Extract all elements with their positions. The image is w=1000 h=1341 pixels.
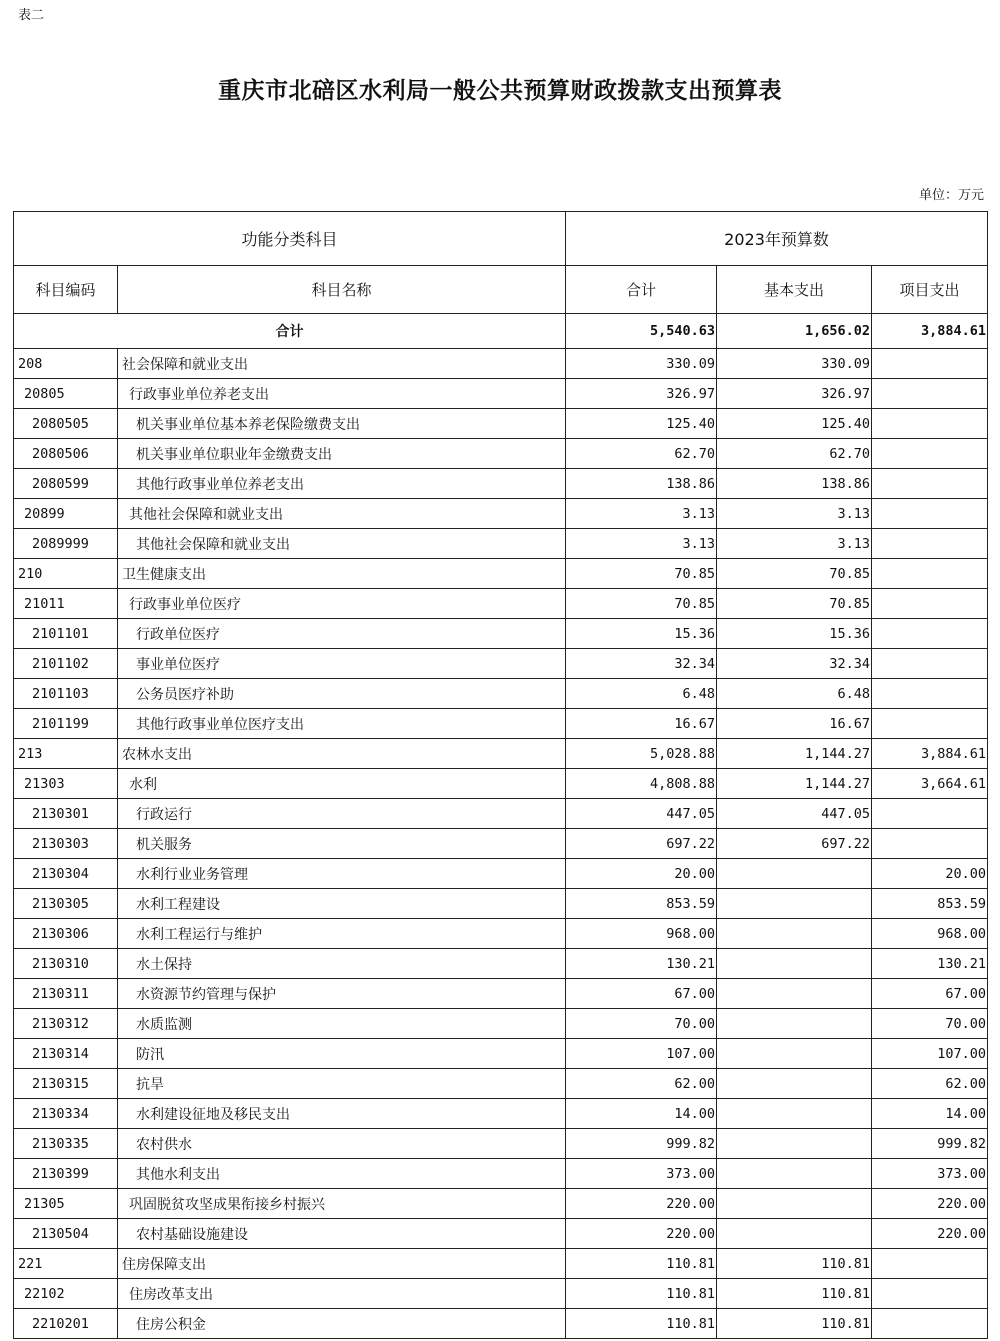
row-code: 221 — [14, 1249, 118, 1279]
row-code: 2130334 — [14, 1099, 118, 1129]
row-total: 447.05 — [566, 799, 717, 829]
row-code: 2130399 — [14, 1159, 118, 1189]
row-total: 14.00 — [566, 1099, 717, 1129]
row-code: 2101102 — [14, 649, 118, 679]
row-code: 2130504 — [14, 1219, 118, 1249]
row-name: 住房保障支出 — [118, 1249, 566, 1279]
row-basic — [717, 949, 872, 979]
row-basic — [717, 1129, 872, 1159]
table-row — [14, 649, 988, 679]
row-name: 其他社会保障和就业支出 — [118, 529, 566, 559]
table-row — [14, 529, 988, 559]
row-total: 5,028.88 — [566, 739, 717, 769]
row-project — [872, 589, 988, 619]
budget-table — [13, 211, 988, 1339]
row-basic — [717, 1189, 872, 1219]
row-basic — [717, 1009, 872, 1039]
row-name: 水利 — [118, 769, 566, 799]
table-row — [14, 1309, 988, 1339]
row-code: 21303 — [14, 769, 118, 799]
row-basic — [717, 979, 872, 1009]
header-total: 合计 — [566, 266, 717, 314]
header-function-category: 功能分类科目 — [14, 212, 566, 266]
row-project — [872, 1279, 988, 1309]
table-row — [14, 679, 988, 709]
row-code: 2101103 — [14, 679, 118, 709]
row-total: 220.00 — [566, 1219, 717, 1249]
row-code: 2130335 — [14, 1129, 118, 1159]
row-total: 70.85 — [566, 559, 717, 589]
row-project — [872, 1249, 988, 1279]
row-code: 2130306 — [14, 919, 118, 949]
table-row — [14, 1219, 988, 1249]
row-code: 2130304 — [14, 859, 118, 889]
row-code: 213 — [14, 739, 118, 769]
row-basic: 15.36 — [717, 619, 872, 649]
row-total: 130.21 — [566, 949, 717, 979]
row-total: 373.00 — [566, 1159, 717, 1189]
row-code: 2130305 — [14, 889, 118, 919]
row-name: 机关服务 — [118, 829, 566, 859]
table-row — [14, 349, 988, 379]
table-row — [14, 799, 988, 829]
table-row — [14, 1039, 988, 1069]
row-project: 220.00 — [872, 1189, 988, 1219]
header-project: 项目支出 — [872, 266, 988, 314]
row-name: 水质监测 — [118, 1009, 566, 1039]
header-row-group — [14, 212, 988, 266]
row-code: 208 — [14, 349, 118, 379]
row-name: 卫生健康支出 — [118, 559, 566, 589]
row-name: 水利工程运行与维护 — [118, 919, 566, 949]
row-name: 其他行政事业单位养老支出 — [118, 469, 566, 499]
row-basic — [717, 1069, 872, 1099]
total-sum: 5,540.63 — [566, 314, 717, 349]
table-row — [14, 499, 988, 529]
row-total: 4,808.88 — [566, 769, 717, 799]
row-basic: 70.85 — [717, 559, 872, 589]
row-name: 机关事业单位职业年金缴费支出 — [118, 439, 566, 469]
row-name: 防汛 — [118, 1039, 566, 1069]
header-budget-year: 2023年预算数 — [566, 212, 988, 266]
row-basic: 330.09 — [717, 349, 872, 379]
row-name: 农林水支出 — [118, 739, 566, 769]
row-total: 853.59 — [566, 889, 717, 919]
row-name: 行政运行 — [118, 799, 566, 829]
row-total: 110.81 — [566, 1279, 717, 1309]
table-row — [14, 1189, 988, 1219]
table-row — [14, 1159, 988, 1189]
row-project — [872, 499, 988, 529]
row-total: 15.36 — [566, 619, 717, 649]
row-total: 138.86 — [566, 469, 717, 499]
total-label: 合计 — [14, 314, 566, 349]
row-name: 水土保持 — [118, 949, 566, 979]
table-row — [14, 589, 988, 619]
row-project — [872, 619, 988, 649]
row-name: 其他社会保障和就业支出 — [118, 499, 566, 529]
table-row — [14, 469, 988, 499]
row-project: 3,884.61 — [872, 739, 988, 769]
row-code: 2130301 — [14, 799, 118, 829]
unit-label: 单位：万元 — [918, 188, 984, 203]
row-project — [872, 649, 988, 679]
row-name: 公务员医疗补助 — [118, 679, 566, 709]
table-row — [14, 919, 988, 949]
row-total: 107.00 — [566, 1039, 717, 1069]
row-name: 住房改革支出 — [118, 1279, 566, 1309]
row-name: 农村基础设施建设 — [118, 1219, 566, 1249]
table-row — [14, 889, 988, 919]
row-name: 抗旱 — [118, 1069, 566, 1099]
row-total: 330.09 — [566, 349, 717, 379]
row-total: 32.34 — [566, 649, 717, 679]
row-total: 20.00 — [566, 859, 717, 889]
row-code: 2101101 — [14, 619, 118, 649]
row-total: 67.00 — [566, 979, 717, 1009]
row-project — [872, 349, 988, 379]
table-row — [14, 829, 988, 859]
total-basic: 1,656.02 — [717, 314, 872, 349]
row-total: 3.13 — [566, 529, 717, 559]
row-total: 70.85 — [566, 589, 717, 619]
row-name: 农村供水 — [118, 1129, 566, 1159]
row-total: 125.40 — [566, 409, 717, 439]
row-basic: 3.13 — [717, 499, 872, 529]
row-name: 机关事业单位基本养老保险缴费支出 — [118, 409, 566, 439]
row-project — [872, 1309, 988, 1339]
table-row — [14, 709, 988, 739]
row-name: 行政事业单位医疗 — [118, 589, 566, 619]
row-basic — [717, 859, 872, 889]
table-row — [14, 1129, 988, 1159]
row-total: 999.82 — [566, 1129, 717, 1159]
row-total: 70.00 — [566, 1009, 717, 1039]
row-project: 220.00 — [872, 1219, 988, 1249]
row-project — [872, 439, 988, 469]
row-code: 22102 — [14, 1279, 118, 1309]
table-row — [14, 739, 988, 769]
table-row — [14, 439, 988, 469]
row-project: 853.59 — [872, 889, 988, 919]
table-row — [14, 619, 988, 649]
row-name: 住房公积金 — [118, 1309, 566, 1339]
row-basic: 1,144.27 — [717, 739, 872, 769]
row-basic: 110.81 — [717, 1249, 872, 1279]
row-code: 2080599 — [14, 469, 118, 499]
row-name: 行政事业单位养老支出 — [118, 379, 566, 409]
row-basic: 138.86 — [717, 469, 872, 499]
row-basic: 32.34 — [717, 649, 872, 679]
row-project — [872, 799, 988, 829]
row-basic: 326.97 — [717, 379, 872, 409]
table-row — [14, 979, 988, 1009]
row-project: 130.21 — [872, 949, 988, 979]
row-total: 16.67 — [566, 709, 717, 739]
row-project: 67.00 — [872, 979, 988, 1009]
row-code: 2080506 — [14, 439, 118, 469]
table-row — [14, 1099, 988, 1129]
row-code: 2080505 — [14, 409, 118, 439]
row-basic — [717, 889, 872, 919]
row-basic: 447.05 — [717, 799, 872, 829]
total-row — [14, 314, 988, 349]
row-total: 326.97 — [566, 379, 717, 409]
row-project — [872, 679, 988, 709]
table-row — [14, 1069, 988, 1099]
row-name: 水资源节约管理与保护 — [118, 979, 566, 1009]
row-total: 62.00 — [566, 1069, 717, 1099]
row-basic — [717, 1099, 872, 1129]
table-label: 表二 — [18, 8, 45, 23]
row-project — [872, 709, 988, 739]
row-project — [872, 559, 988, 589]
row-name: 事业单位医疗 — [118, 649, 566, 679]
row-code: 20899 — [14, 499, 118, 529]
header-basic: 基本支出 — [717, 266, 872, 314]
row-project — [872, 529, 988, 559]
header-name: 科目名称 — [118, 266, 566, 314]
row-basic — [717, 1039, 872, 1069]
table-row — [14, 1009, 988, 1039]
row-basic: 697.22 — [717, 829, 872, 859]
table-row — [14, 1279, 988, 1309]
table-row — [14, 379, 988, 409]
row-project — [872, 469, 988, 499]
row-project: 107.00 — [872, 1039, 988, 1069]
row-code: 20805 — [14, 379, 118, 409]
row-code: 2101199 — [14, 709, 118, 739]
row-name: 巩固脱贫攻坚成果衔接乡村振兴 — [118, 1189, 566, 1219]
row-project — [872, 409, 988, 439]
row-project: 968.00 — [872, 919, 988, 949]
row-basic: 70.85 — [717, 589, 872, 619]
row-basic — [717, 919, 872, 949]
row-project: 20.00 — [872, 859, 988, 889]
row-basic — [717, 1219, 872, 1249]
row-code: 2089999 — [14, 529, 118, 559]
row-total: 6.48 — [566, 679, 717, 709]
row-code: 210 — [14, 559, 118, 589]
row-total: 110.81 — [566, 1309, 717, 1339]
header-row-columns — [14, 266, 988, 314]
row-code: 2130315 — [14, 1069, 118, 1099]
page-title: 重庆市北碚区水利局一般公共预算财政拨款支出预算表 — [218, 77, 782, 104]
row-name: 水利工程建设 — [118, 889, 566, 919]
total-project: 3,884.61 — [872, 314, 988, 349]
row-project — [872, 829, 988, 859]
row-name: 水利行业业务管理 — [118, 859, 566, 889]
row-code: 2130310 — [14, 949, 118, 979]
row-code: 2130314 — [14, 1039, 118, 1069]
row-code: 21011 — [14, 589, 118, 619]
row-name: 社会保障和就业支出 — [118, 349, 566, 379]
row-total: 697.22 — [566, 829, 717, 859]
row-total: 3.13 — [566, 499, 717, 529]
row-code: 2130312 — [14, 1009, 118, 1039]
row-basic: 110.81 — [717, 1279, 872, 1309]
row-total: 110.81 — [566, 1249, 717, 1279]
row-project: 999.82 — [872, 1129, 988, 1159]
row-project: 62.00 — [872, 1069, 988, 1099]
row-total: 62.70 — [566, 439, 717, 469]
row-total: 968.00 — [566, 919, 717, 949]
row-basic: 3.13 — [717, 529, 872, 559]
row-total: 220.00 — [566, 1189, 717, 1219]
row-name: 其他水利支出 — [118, 1159, 566, 1189]
table-row — [14, 1249, 988, 1279]
table-row — [14, 769, 988, 799]
row-code: 2130311 — [14, 979, 118, 1009]
row-basic: 1,144.27 — [717, 769, 872, 799]
row-name: 水利建设征地及移民支出 — [118, 1099, 566, 1129]
row-name: 其他行政事业单位医疗支出 — [118, 709, 566, 739]
row-basic — [717, 1159, 872, 1189]
row-project: 373.00 — [872, 1159, 988, 1189]
row-code: 21305 — [14, 1189, 118, 1219]
row-project: 3,664.61 — [872, 769, 988, 799]
row-basic: 6.48 — [717, 679, 872, 709]
row-project: 70.00 — [872, 1009, 988, 1039]
table-row — [14, 559, 988, 589]
table-row — [14, 859, 988, 889]
row-basic: 62.70 — [717, 439, 872, 469]
table-row — [14, 409, 988, 439]
row-code: 2210201 — [14, 1309, 118, 1339]
row-project: 14.00 — [872, 1099, 988, 1129]
row-name: 行政单位医疗 — [118, 619, 566, 649]
table-row — [14, 949, 988, 979]
row-basic: 16.67 — [717, 709, 872, 739]
row-project — [872, 379, 988, 409]
row-basic: 110.81 — [717, 1309, 872, 1339]
row-basic: 125.40 — [717, 409, 872, 439]
row-code: 2130303 — [14, 829, 118, 859]
header-code: 科目编码 — [14, 266, 118, 314]
